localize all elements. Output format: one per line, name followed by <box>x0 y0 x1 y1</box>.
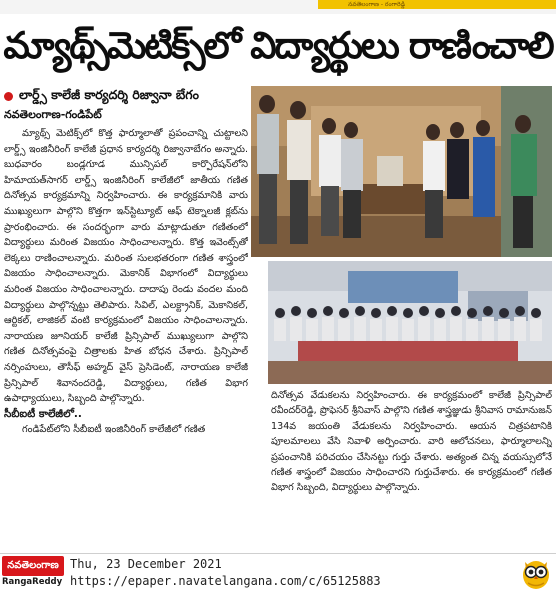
top-strip <box>0 0 556 14</box>
newspaper-logo <box>2 556 66 590</box>
event-photo-audience <box>268 261 552 384</box>
section-banner: నవతెలంగాణ - రంగారెడ్డి <box>318 0 556 9</box>
subheadline: లార్డ్స్ కాలేజీ కార్యదర్శి రిజ్వానా బేగం <box>19 86 199 102</box>
footer-divider <box>0 553 556 554</box>
logo-wordmark: నవతెలంగాణ <box>2 556 64 576</box>
logo-region: RangaReddy <box>2 577 63 587</box>
edition-date: Thu, 23 December 2021 <box>70 557 222 571</box>
article-column-right: దినోత్సవ వేడుకలను నిర్వహించారు. ఈ కార్యక్రమంలో కాలేజీ ప్రిన్సిపాల్ రవీందర్‌రెడ్డి, ప్రొఫెసర్ శ్రీనివాస్ పాల్గొని గణిత శాస్త్రజ్ఞుడు శ్రీనివాస రామానుజన్ 134వ జయంతి వేడుకలను నిర్వహించారు. ఆయన చిత్రపటానికి పూలమాలలు వేసి నివాళి అర్పించారు. వారి ఆలోచనలు, ఫార్మూలాలన్ని ప్రపంచానికి పరిచయం చేసినట్టు గుర్తు చేశారు. అత్యంత చిన్న వయస్సులోనే గణిత శాస్త్రంలో విజయం సాధించారని గుర్తుచేశారు. ఈ కార్యక్రమంలో గణిత విభాగ సిబ్బంది, విద్యార్థులు పాల్గొన్నారు. <box>271 390 552 494</box>
epaper-link[interactable]: https://epaper.navatelangana.com/c/65125883 <box>70 574 381 588</box>
subheadline-row <box>4 87 250 105</box>
article-paragraph-continuation: గండిపేట్‌లోని సీబీఐటీ ఇంజినీరింగ్ కాలేజీలో గణిత <box>22 424 206 436</box>
event-photo-stage <box>251 86 552 257</box>
red-dot-icon <box>4 92 13 101</box>
article-column-left <box>4 126 248 554</box>
headline: మ్యాథ్స్‌మెటిక్స్‌లో విద్యార్థులు రాణించాలి <box>3 24 553 67</box>
article-paragraph: మ్యాథ్స్ మెటిక్స్‌లో కొత్త ఫార్మూలాతో ప్రపంచాన్ని చుట్టాలని లార్డ్స్ ఇంజినీరింగ్ కాలేజీ ప్రధాన కార్యదర్శి రిజ్వానాబేగం అన్నారు. బుధవారం బండ్లగూడ మున్సిపల్ కార్పొరేషన్‌లోని హిమాయత్‌సాగర్ లార్డ్స్ ఇంజినీరింగ్ కాలేజీలో జాతీయ గణిత దినోత్సవ కార్యక్రమాన్ని నిర్వహించారు. ఈ కార్యక్రమానికి వారు ముఖ్యులుగా పాల్గొని కొత్తగా ఇన్‌స్టిట్యూట్ ఆఫ్ టెక్నాలజీ క్లబ్‌ను ప్రారంభించారు. ఈ సందర్భంగా వారు మాట్లాడుతూ గణితంలో విద్యార్థులు మరింత విజయం సాధించాలన్నారు. కొత్త ఇవెంట్స్‌తో లెక్కలు రాణించాలన్నారు. మరింత సులభతరంగా గణిత శాస్త్రంలో విజయం సాధించాలన్నారు. మెకానిక్ విభాగంలో విద్యార్థులు మరింత విజయం సాధించాలన్నారు. దాదాపు రెండు వందల మంది విద్యార్థులు పాల్గొన్నట్టు తెలిపారు. సివిల్, ఎలక్ట్రానిక్, మెకానికల్, ఆర్టికల్, లాజికల్ వంటి కార్యక్రమంలో విజయం సాధించాలన్నారు. నారాయణ జూనియర్ కాలేజీ ప్రిన్సిపాల్ ముఖ్యులుగా పాల్గొని గణిత దినోత్సవంపై చిత్రాలకు హిత బోధన చేశారు. ప్రిన్సిపాల్ నర్సింహులు, తౌసీఫ్ అహ్మద్ వైస్ ప్రెసిడెంట్, నారాయణ కాలేజీ ప్రిన్సిపాల్ శివానందరెడ్డి, విద్యార్థులు, గణిత విభాగ ఉపాధ్యాయులు, సిబ్బంది పాల్గొన్నారు. <box>4 128 248 405</box>
dateline: నవతెలంగాణ-గండిపేట్ <box>4 108 102 121</box>
owl-icon <box>519 556 553 590</box>
article-subhead: సీబీఐటీ కాలేజీలో.. <box>4 407 82 420</box>
